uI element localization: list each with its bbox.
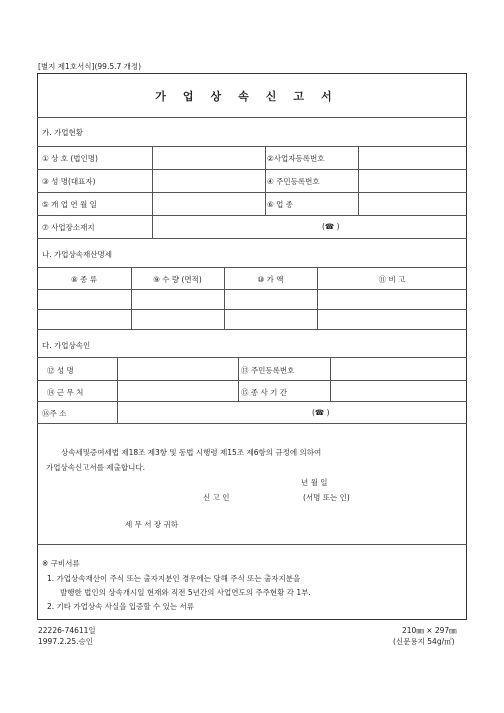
divider xyxy=(37,423,467,424)
form-title: 가업상속신고서 xyxy=(155,90,349,103)
applicant-label: 신 고 인 xyxy=(203,493,230,502)
label-workplace: ⑭ 근 무 처 xyxy=(47,388,84,397)
workplace-field[interactable] xyxy=(118,381,237,400)
label-business-type: ⑥ 업 종 xyxy=(267,200,293,209)
divider xyxy=(37,401,467,402)
resident-reg-no-field[interactable] xyxy=(359,170,466,191)
divider xyxy=(37,117,467,118)
section-na-heading: 나. 가업상속재산명세 xyxy=(42,250,112,259)
table-row[interactable] xyxy=(38,290,466,308)
label-representative: ③ 성 명(대표자) xyxy=(42,177,96,186)
service-period-field[interactable] xyxy=(331,381,466,400)
label-resident-reg-no: ④ 주민등록번호 xyxy=(267,177,320,186)
addressee: 세 무 서 장 귀하 xyxy=(125,520,179,529)
attachment-item-1-cont: 발행한 법인의 상속개시일 현재와 직전 5년간의 사업연도의 주주현황 각 1부. xyxy=(60,588,311,597)
label-heir-resident-no: ⑬ 주민등록번호 xyxy=(241,366,295,375)
divider xyxy=(37,267,467,268)
declaration-line-2: 가업상속신고서를 제출합니다. xyxy=(46,463,145,472)
form-reference: [별지 제1호서식](99.5.7 개정) xyxy=(38,62,142,71)
label-opening-date: ⑤ 개 업 연 월 일 xyxy=(42,200,97,209)
heir-phone[interactable]: (☎ ) xyxy=(312,408,330,417)
paper-type: (신문용지 54g/㎡) xyxy=(393,637,455,646)
section-ga-heading: 가. 가업현황 xyxy=(42,128,83,137)
heir-name-field[interactable] xyxy=(118,358,237,379)
label-service-period: ⑮ 종 사 기 간 xyxy=(241,388,288,397)
divider xyxy=(37,238,467,239)
column-header-type: ⑧ 종 류 xyxy=(71,275,97,284)
representative-field[interactable] xyxy=(153,170,264,191)
divider xyxy=(37,329,467,330)
label-address: ⑯주 소 xyxy=(42,409,67,418)
company-name-field[interactable] xyxy=(153,147,264,168)
business-phone[interactable]: (☎ ) xyxy=(322,222,340,231)
opening-date-field[interactable] xyxy=(153,193,264,214)
label-business-address: ⑦ 사업장소재지 xyxy=(42,223,95,232)
attachment-item-2: 2. 기타 가업상속 사실을 입증할 수 있는 서류 xyxy=(47,602,195,611)
business-reg-no-field[interactable] xyxy=(359,147,466,168)
column-header-value: ⑩ 가 액 xyxy=(257,275,284,284)
divider xyxy=(265,146,266,215)
divider xyxy=(37,544,467,545)
label-company-name: ① 상 호 (법인명) xyxy=(42,154,98,163)
attachments-heading: ※ 구비서류 xyxy=(42,559,80,568)
column-header-remarks: ⑪ 비 고 xyxy=(378,275,406,284)
business-type-field[interactable] xyxy=(359,193,466,214)
label-heir-name: ⑫ 성 명 xyxy=(47,366,74,375)
divider xyxy=(37,215,467,216)
attachment-item-1: 1. 가업상속재산이 주식 또는 출자지분인 경우에는 당해 주식 또는 출자지분을 xyxy=(47,574,301,583)
approval-date: 1997.2.25.승인 xyxy=(38,637,94,646)
declaration-line-1: 상속세및증여세법 제18조 제3항 및 동법 시행령 제15조 제6항의 규정에 의하여 xyxy=(61,448,322,457)
divider xyxy=(152,215,153,238)
column-header-quantity: ⑨ 수 량 (면적) xyxy=(153,275,202,284)
heir-resident-no-field[interactable] xyxy=(331,358,466,379)
label-business-reg-no: ②사업자등록번호 xyxy=(267,154,325,163)
table-row[interactable] xyxy=(38,310,466,328)
divider xyxy=(238,357,239,401)
form-code: 22226-74611일 xyxy=(38,626,96,635)
section-da-heading: 다. 가업상속인 xyxy=(42,341,91,350)
signature-label[interactable]: (서명 또는 인) xyxy=(303,493,350,502)
paper-size: 210㎜ × 297㎜ xyxy=(402,626,457,635)
declaration-date: 년 월 일 xyxy=(301,478,328,487)
